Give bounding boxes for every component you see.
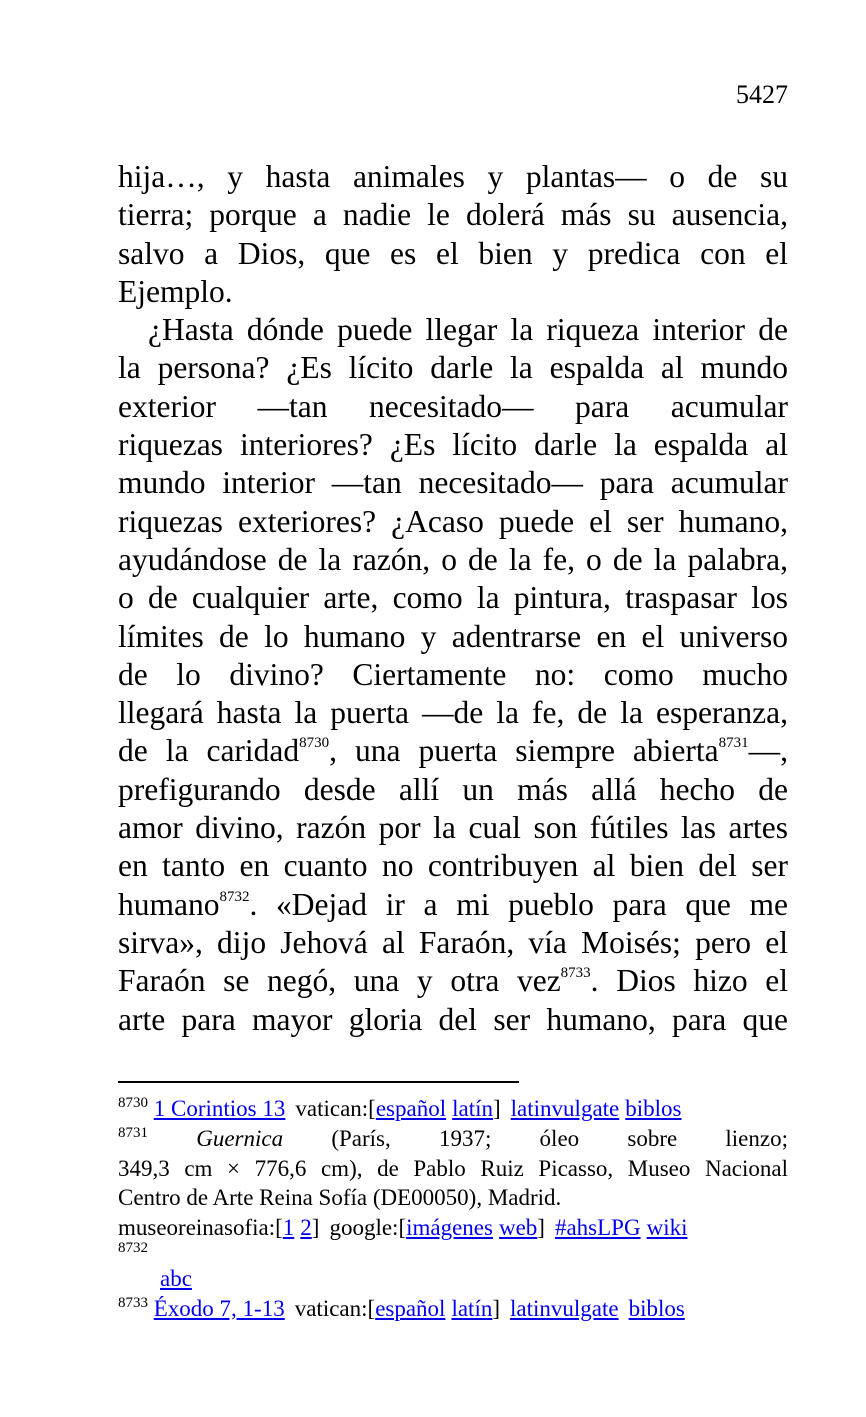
link-wiki[interactable]: wiki — [646, 1215, 688, 1241]
body-line: en tanto en cuanto no contribuyen al bien del ser — [118, 848, 788, 884]
body-line: de lo divino? Ciertamente no: como mucho — [118, 656, 788, 692]
footnote-number: 8733 — [118, 1294, 148, 1311]
link-abc[interactable]: abc — [160, 1265, 192, 1291]
footnote-number: 8732 — [118, 1239, 148, 1256]
link-latin[interactable]: latín — [452, 1096, 493, 1121]
vatican-label: vatican:[ — [295, 1096, 376, 1121]
body-text — [118, 158, 788, 1039]
footnote-text: Centro de Arte Reina Sofía (DE00050), Madrid. — [118, 1185, 562, 1211]
body-line: hija…, y hasta animales y plantas— o de su — [118, 159, 788, 194]
vatican-label: vatican:[ — [294, 1295, 376, 1321]
body-line: salvo a Dios, que es el bien y predica con el — [118, 235, 788, 271]
body-text-run: . Dios hizo el — [590, 963, 788, 999]
body-line: ¿Hasta dónde puede llegar la riqueza interior de — [148, 312, 788, 348]
link-latin[interactable]: latín — [451, 1295, 493, 1321]
body-line: riquezas exteriores? ¿Acaso puede el ser humano, — [118, 503, 788, 539]
link-museo-2[interactable]: 2 — [300, 1215, 312, 1241]
body-line: la persona? ¿Es lícito darle la espalda al mundo — [118, 350, 788, 386]
footnote-8730 — [118, 1094, 788, 1124]
link-espanol[interactable]: español — [375, 1096, 447, 1121]
footnote-separator — [118, 1081, 519, 1083]
footnote-text: (París, 1937; óleo sobre lienzo; — [331, 1125, 788, 1151]
footnote-text: 349,3 cm × 776,6 cm), de Pablo Ruiz Picasso, Museo Nacional — [118, 1155, 788, 1181]
link-1-corintios-13[interactable]: 1 Corintios 13 — [153, 1096, 286, 1121]
body-line: o de cualquier arte, como la pintura, traspasar los — [118, 580, 788, 616]
body-line: sirva», dijo Jehová al Faraón, vía Moisés; pero el — [118, 924, 788, 960]
body-line: límites de lo humano y adentrarse en el universo — [118, 618, 788, 654]
body-text-run: Faraón se negó, una y otra vez — [118, 963, 561, 999]
body-line: tierra; porque a nadie le dolerá más su ausencia, — [118, 197, 788, 233]
footnote-ref-8731[interactable]: 8731 — [718, 735, 749, 752]
link-imagenes[interactable]: imágenes — [406, 1215, 493, 1241]
footnote-ref-8733[interactable]: 8733 — [560, 965, 591, 982]
museo-label: museoreinasofia:[ — [118, 1215, 283, 1241]
footnote-8731 — [118, 1124, 788, 1154]
link-biblos[interactable]: biblos — [625, 1096, 682, 1121]
link-exodo-7[interactable]: Éxodo 7, 1-13 — [153, 1295, 285, 1321]
bracket-close: ] — [492, 1295, 501, 1321]
body-text-run: , una puerta siempre abierta — [329, 733, 719, 769]
link-web[interactable]: web — [498, 1215, 538, 1241]
bracket-close: ] — [537, 1215, 545, 1241]
link-ahslpg[interactable]: #ahsLPG — [554, 1215, 641, 1241]
artwork-title: Guernica — [196, 1125, 284, 1151]
body-line: ayudándose de la razón, o de la fe, o de la palabra, — [118, 541, 788, 577]
body-text-run: —, — [748, 733, 788, 769]
footnote-8733 — [118, 1294, 788, 1324]
body-text-run: de la caridad — [118, 733, 300, 769]
body-line — [118, 886, 788, 924]
link-biblos[interactable]: biblos — [628, 1295, 685, 1321]
footnote-number: 8730 — [118, 1095, 148, 1111]
body-text-run: humano — [118, 886, 220, 922]
page-number: 5427 — [736, 80, 788, 109]
link-espanol[interactable]: español — [375, 1295, 446, 1321]
body-text-run: . «Dejad ir a mi pueblo para que me — [249, 886, 788, 922]
body-line: llegará hasta la puerta —de la fe, de la esperanza, — [118, 695, 788, 731]
footnote-ref-8732[interactable]: 8732 — [219, 888, 250, 905]
body-line: exterior —tan necesitado— para acumular — [118, 388, 788, 424]
footnote-8732 — [118, 1239, 788, 1264]
footnotes — [118, 1094, 788, 1324]
link-museo-1[interactable]: 1 — [282, 1215, 295, 1241]
footnote-ref-8730[interactable]: 8730 — [299, 735, 330, 752]
body-line: Ejemplo. — [118, 273, 233, 309]
link-latinvulgate[interactable]: latinvulgate — [510, 1096, 620, 1121]
body-line: prefigurando desde allí un más allá hecho de — [118, 771, 788, 807]
body-line — [118, 962, 788, 1000]
footnote-number: 8731 — [118, 1124, 148, 1141]
body-line: arte para mayor gloria del ser humano, para que — [118, 1001, 788, 1037]
footnote-links-line — [118, 1213, 788, 1243]
footnote-8732-link-line — [118, 1264, 788, 1294]
body-line: riquezas interiores? ¿Es lícito darle la espalda al — [118, 427, 788, 463]
bracket-close: ] — [311, 1215, 320, 1241]
body-line: mundo interior —tan necesitado— para acumular — [118, 465, 788, 501]
bracket-close: ] — [493, 1096, 501, 1121]
body-line — [118, 732, 788, 770]
google-label: google:[ — [329, 1215, 407, 1241]
link-latinvulgate[interactable]: latinvulgate — [510, 1295, 619, 1321]
body-line: amor divino, razón por la cual son fútiles las artes — [118, 810, 788, 846]
